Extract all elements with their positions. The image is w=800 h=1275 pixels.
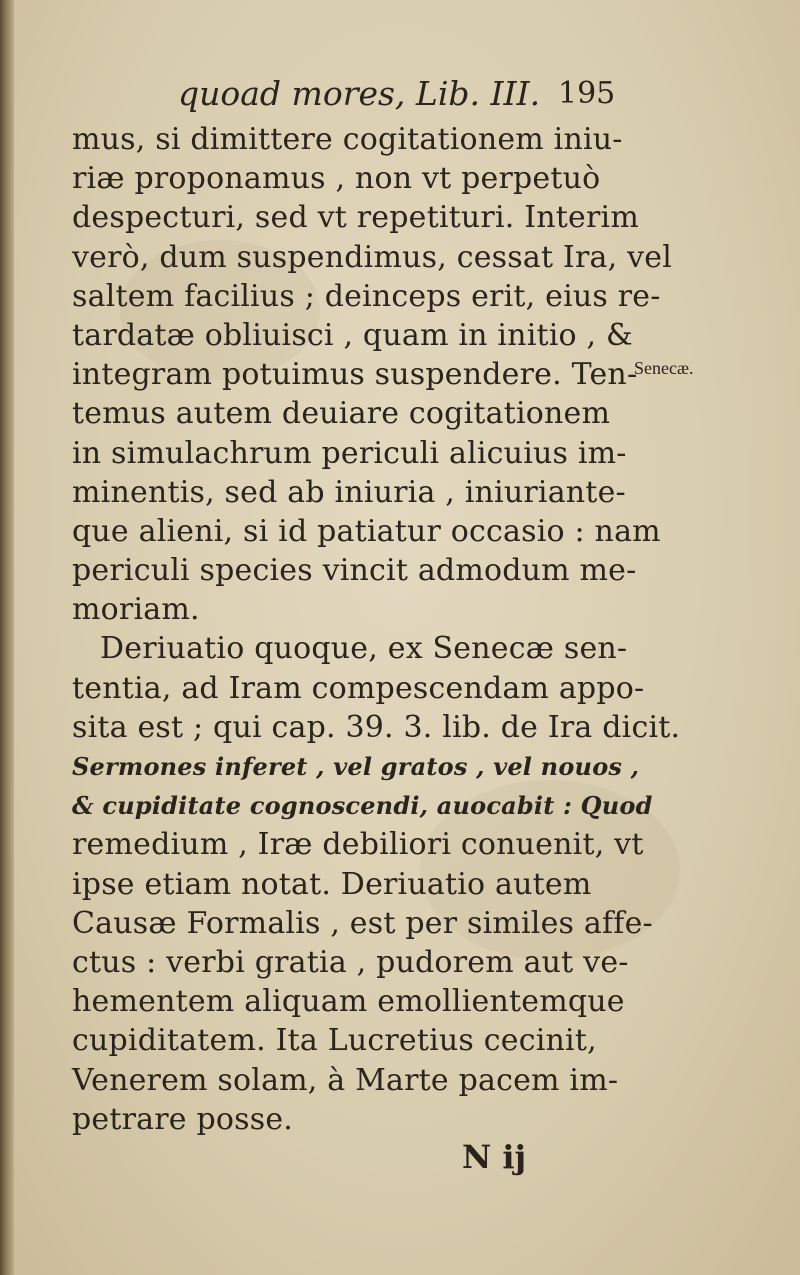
text-line: cupiditatem. Ita Lucretius cecinit,	[72, 1023, 597, 1059]
text-line: hementem aliquam emollientemque	[72, 984, 625, 1020]
text-line: que alieni, si id patiatur occasio : nam	[72, 513, 661, 549]
text-line: sita est ; qui cap. 39. 3. lib. de Ira dicit.	[72, 709, 681, 745]
text-line: Deriuatio quoque, ex Senecæ sen-	[100, 631, 628, 667]
page-binding-edge	[0, 0, 14, 1275]
text-line: saltem facilius ; deinceps erit, eius re-	[72, 278, 661, 314]
text-line: periculi species vincit admodum me-	[72, 553, 637, 589]
body-text	[72, 120, 681, 1139]
text-line: riæ proponamus , non vt perpetuò	[72, 161, 601, 197]
text-line: tentia, ad Iram compescendam appo-	[72, 670, 645, 706]
page-number: 195	[558, 76, 616, 111]
running-title: quoad mores, Lib. III.	[178, 74, 541, 113]
text-line: remedium , Iræ debiliori conuenit, vt	[72, 827, 644, 863]
text-line: tardatæ obliuisci , quam in initio , &	[72, 317, 633, 353]
text-line: temus autem deuiare cogitationem	[72, 396, 611, 432]
signature-mark: N ij	[462, 1138, 527, 1176]
page-header	[178, 74, 618, 118]
margin-note: Senecæ.	[634, 358, 694, 378]
text-line: verò, dum suspendimus, cessat Ira, vel	[72, 239, 672, 275]
text-line: integram potuimus suspendere. Ten-	[72, 357, 638, 393]
text-line: Causæ Formalis , est per similes affe-	[72, 905, 653, 941]
text-line: despecturi, sed vt repetituri. Interim	[72, 200, 639, 236]
text-line: in simulachrum periculi alicuius im-	[72, 435, 627, 471]
text-line: petrare posse.	[72, 1101, 294, 1137]
text-line: mus, si dimittere cogitationem iniu-	[72, 122, 623, 157]
text-line: ipse etiam notat. Deriuatio autem	[72, 866, 592, 902]
text-line: ctus : verbi gratia , pudorem aut ve-	[72, 944, 629, 980]
quoted-line: Sermones inferet , vel gratos , vel nouos ,	[72, 752, 640, 781]
text-line: minentis, sed ab iniuria , iniuriante-	[72, 474, 626, 510]
text-line: moriam.	[72, 592, 200, 628]
text-line: Venerem solam, à Marte pacem im-	[72, 1062, 619, 1098]
quoted-line: & cupiditate cognoscendi, auocabit : Quod	[72, 791, 653, 821]
